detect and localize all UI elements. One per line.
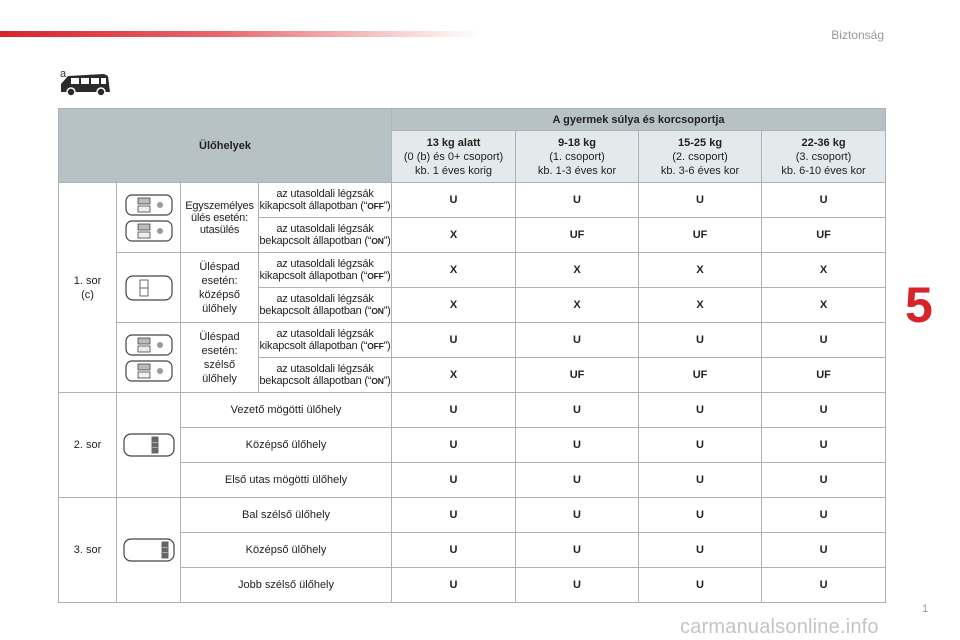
- row2-seat-1: Középső ülőhely: [181, 428, 392, 463]
- cell-value: U: [516, 568, 639, 603]
- cell-value: U: [639, 393, 762, 428]
- cell-value: U: [762, 533, 886, 568]
- row-1-label: 1. sor (c): [59, 183, 117, 393]
- cell-value: U: [762, 463, 886, 498]
- cell-value: UF: [516, 218, 639, 253]
- row-2-label: 2. sor: [59, 393, 117, 498]
- seat-diagram-single: [117, 183, 181, 253]
- cell-value: X: [762, 288, 886, 323]
- airbag-on-condition: az utasoldali légzsák bekapcsolt állapotban (“ON”): [259, 358, 392, 393]
- cell-value: U: [639, 533, 762, 568]
- cell-value: X: [392, 358, 516, 393]
- airbag-off-condition: az utasoldali légzsák kikapcsolt állapotban (“OFF”): [259, 253, 392, 288]
- seat-diagram-bench-middle: [117, 253, 181, 323]
- cell-value: U: [639, 568, 762, 603]
- cell-value: UF: [762, 218, 886, 253]
- cell-value: U: [392, 183, 516, 218]
- row-3-label: 3. sor: [59, 498, 117, 603]
- watermark: carmanualsonline.info: [680, 616, 879, 638]
- cell-value: U: [639, 183, 762, 218]
- row3-seat-0: Bal szélső ülőhely: [181, 498, 392, 533]
- cell-value: U: [762, 498, 886, 533]
- cell-value: U: [516, 183, 639, 218]
- seat-diagram-row3: [117, 498, 181, 603]
- row3-seat-1: Középső ülőhely: [181, 533, 392, 568]
- cell-value: U: [516, 463, 639, 498]
- cell-value: UF: [516, 358, 639, 393]
- group-header: A gyermek súlya és korcsoportja: [392, 109, 886, 131]
- cell-value: X: [392, 288, 516, 323]
- cell-value: U: [392, 463, 516, 498]
- cell-value: U: [639, 498, 762, 533]
- cell-value: U: [762, 568, 886, 603]
- cell-value: UF: [639, 218, 762, 253]
- cell-value: U: [639, 428, 762, 463]
- cell-value: U: [516, 533, 639, 568]
- cell-value: UF: [639, 358, 762, 393]
- cell-value: U: [392, 428, 516, 463]
- cell-value: U: [516, 323, 639, 358]
- cell-value: X: [392, 253, 516, 288]
- child-seat-table: [58, 108, 886, 603]
- airbag-on-condition: az utasoldali légzsák bekapcsolt állapotban (“ON”): [259, 288, 392, 323]
- row2-seat-2: Első utas mögötti ülőhely: [181, 463, 392, 498]
- cell-value: X: [639, 253, 762, 288]
- bench-side-label: Üléspad esetén: szélső ülőhely: [181, 323, 259, 393]
- cell-value: X: [516, 288, 639, 323]
- row2-seat-0: Vezető mögötti ülőhely: [181, 393, 392, 428]
- seat-diagram-bench-side: [117, 323, 181, 393]
- cell-value: X: [639, 288, 762, 323]
- cell-value: X: [516, 253, 639, 288]
- single-seat-label: Egyszemélyes ülés esetén: utasülés: [181, 183, 259, 253]
- row3-seat-2: Jobb szélső ülőhely: [181, 568, 392, 603]
- section-title: Biztonság: [831, 28, 884, 42]
- group-1-header: 9-18 kg (1. csoport) kb. 1-3 éves kor: [516, 131, 639, 183]
- cell-value: UF: [762, 358, 886, 393]
- cell-value: U: [392, 533, 516, 568]
- cell-value: X: [762, 253, 886, 288]
- cell-value: X: [392, 218, 516, 253]
- seat-header: Ülőhelyek: [59, 109, 392, 183]
- seat-diagram-row2: [117, 393, 181, 498]
- cell-value: U: [392, 568, 516, 603]
- cell-value: U: [762, 428, 886, 463]
- cell-value: U: [516, 393, 639, 428]
- airbag-on-condition: az utasoldali légzsák bekapcsolt állapotban (“ON”): [259, 218, 392, 253]
- cell-value: U: [516, 428, 639, 463]
- group-2-header: 15-25 kg (2. csoport) kb. 3-6 éves kor: [639, 131, 762, 183]
- airbag-off-condition: az utasoldali légzsák kikapcsolt állapotban (“OFF”): [259, 323, 392, 358]
- cell-value: U: [639, 463, 762, 498]
- van-icon: [58, 70, 114, 98]
- cell-value: U: [762, 183, 886, 218]
- cell-value: U: [392, 323, 516, 358]
- vehicle-letter: a: [60, 68, 67, 80]
- page-number: 1: [922, 603, 929, 615]
- cell-value: U: [762, 393, 886, 428]
- cell-value: U: [639, 323, 762, 358]
- cell-value: U: [762, 323, 886, 358]
- airbag-off-condition: az utasoldali légzsák kikapcsolt állapotban (“OFF”): [259, 183, 392, 218]
- group-3-header: 22-36 kg (3. csoport) kb. 6-10 éves kor: [762, 131, 886, 183]
- cell-value: U: [516, 498, 639, 533]
- bench-middle-label: Üléspad esetén: középső ülőhely: [181, 253, 259, 323]
- top-accent-bar: [0, 31, 480, 37]
- chapter-number: 5: [905, 277, 933, 333]
- group-0-header: 13 kg alatt (0 (b) és 0+ csoport) kb. 1 éves korig: [392, 131, 516, 183]
- cell-value: U: [392, 393, 516, 428]
- cell-value: U: [392, 498, 516, 533]
